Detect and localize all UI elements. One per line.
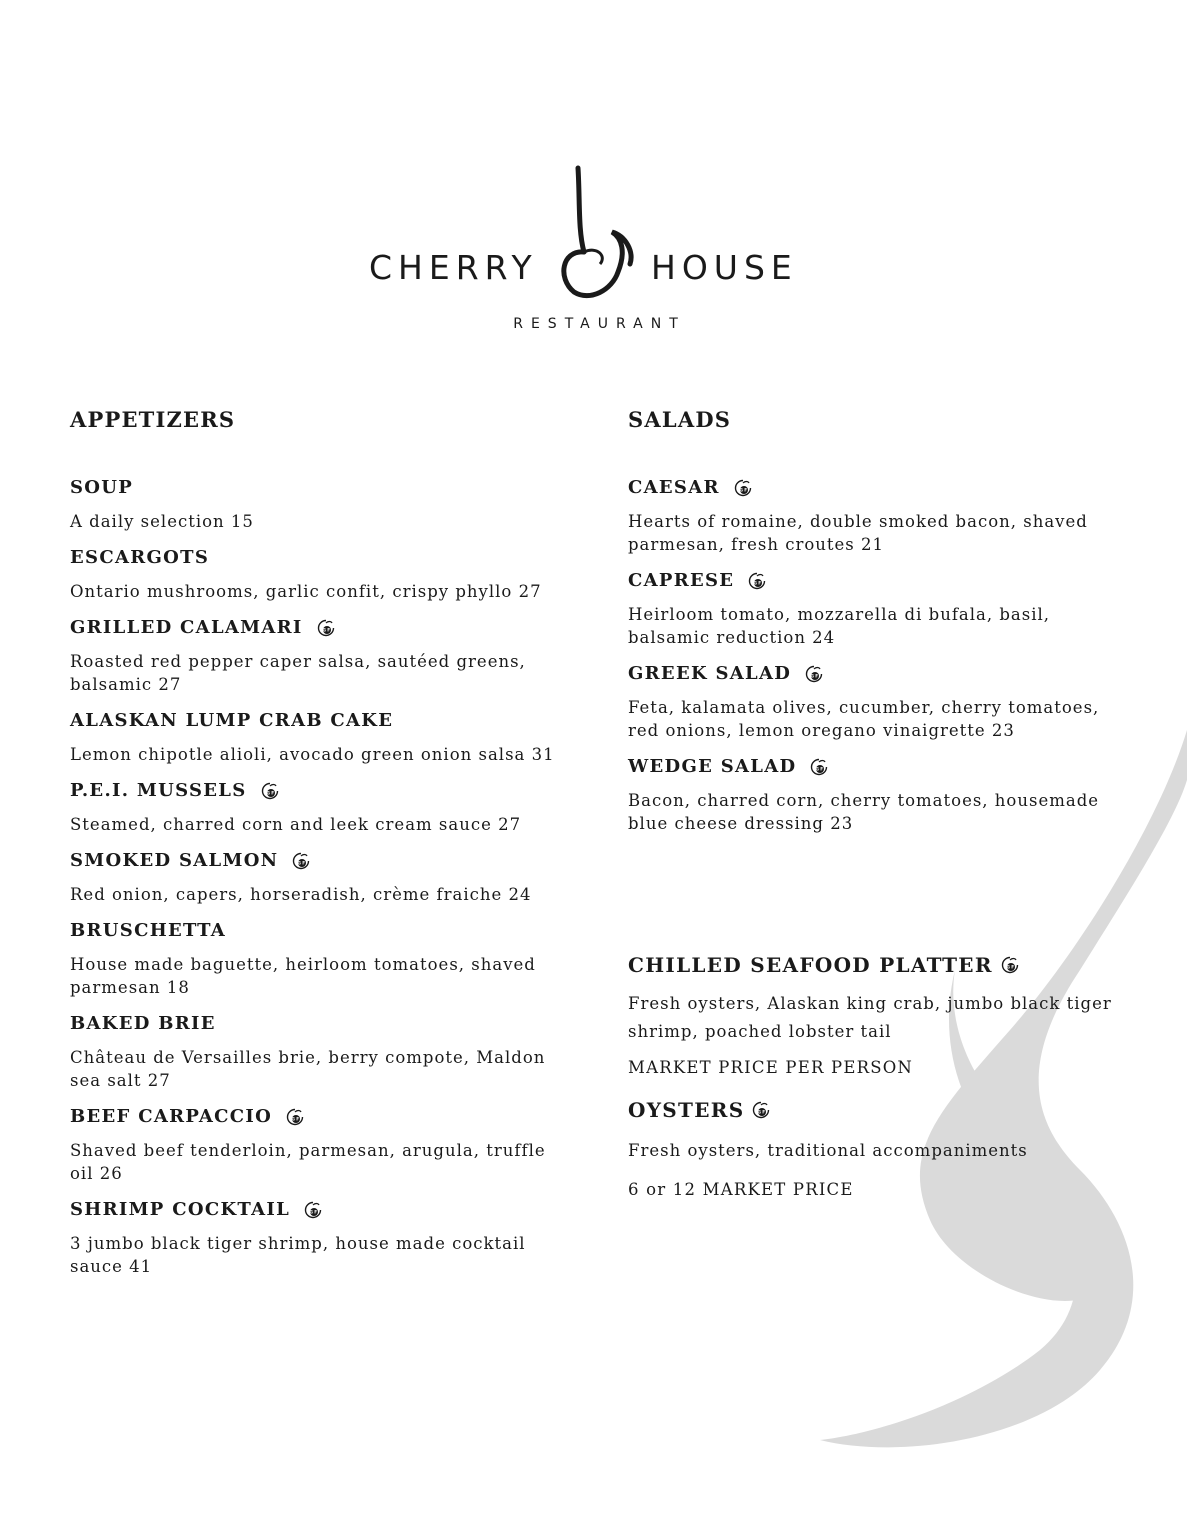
item-description: Shaved beef tenderloin, parmesan, arugula, truffle oil 26 <box>70 1141 546 1183</box>
item-name: CAESAR <box>628 477 720 498</box>
gluten-free-icon <box>805 665 823 683</box>
section-title-appetizers: APPETIZERS <box>70 407 236 432</box>
salads-column <box>628 405 1128 1213</box>
gluten-free-icon <box>261 782 279 800</box>
svg-text:GF: GF <box>810 673 820 679</box>
menu-item <box>70 1197 560 1278</box>
menu-item <box>70 778 560 836</box>
svg-text:GF: GF <box>753 580 763 586</box>
svg-text:GF: GF <box>739 487 749 493</box>
item-description: Roasted red pepper caper salsa, sautéed greens, balsamic 27 <box>70 652 526 694</box>
svg-text:GF: GF <box>266 790 276 796</box>
item-description: 3 jumbo black tiger shrimp, house made cocktail sauce 41 <box>70 1234 526 1276</box>
gluten-free-icon <box>1001 956 1019 974</box>
gluten-free-icon <box>752 1101 770 1119</box>
item-name: SHRIMP COCKTAIL <box>70 1199 291 1220</box>
item-description: Fresh oysters, traditional accompaniments <box>628 1141 1028 1160</box>
svg-text:GF: GF <box>757 1109 767 1115</box>
item-description: Fresh oysters, Alaskan king crab, jumbo black tiger shrimp, poached lobster tail <box>628 994 1112 1041</box>
item-name: GRILLED CALAMARI <box>70 617 303 638</box>
menu-item <box>70 1104 560 1185</box>
salad-list <box>628 475 1128 835</box>
item-description: Bacon, charred corn, cherry tomatoes, housemade blue cheese dressing 23 <box>628 791 1100 833</box>
item-name: SOUP <box>70 477 134 498</box>
logo-subtitle: RESTAURANT <box>513 316 686 332</box>
item-description: Ontario mushrooms, garlic confit, crispy phyllo 27 <box>70 582 542 601</box>
logo-word-cherry: CHERRY <box>369 248 538 287</box>
menu-item <box>70 918 560 999</box>
item-name: CHILLED SEAFOOD PLATTER <box>628 953 993 977</box>
item-description: Feta, kalamata olives, cucumber, cherry tomatoes, red onions, lemon oregano vinaigrette 23 <box>628 698 1100 740</box>
gluten-free-icon <box>286 1108 304 1126</box>
item-name: BAKED BRIE <box>70 1013 216 1034</box>
item-description: Hearts of romaine, double smoked bacon, shaved parmesan, fresh croutes 21 <box>628 512 1088 554</box>
menu-item <box>628 568 1128 649</box>
item-description: A daily selection 15 <box>70 512 254 531</box>
svg-text:GF: GF <box>291 1116 301 1122</box>
item-description: Steamed, charred corn and leek cream sauce 27 <box>70 815 522 834</box>
menu-item <box>70 545 560 603</box>
gluten-free-icon <box>304 1201 322 1219</box>
menu-item <box>628 754 1128 835</box>
menu-item-seafood-platter <box>628 952 1128 1079</box>
svg-text:GF: GF <box>322 627 332 633</box>
item-description: Château de Versailles brie, berry compote, Maldon sea salt 27 <box>70 1048 546 1090</box>
item-name: BRUSCHETTA <box>70 920 227 941</box>
section-title-salads: SALADS <box>628 407 732 432</box>
cherry-logo-icon <box>552 160 642 310</box>
gluten-free-icon <box>317 619 335 637</box>
item-name: WEDGE SALAD <box>628 756 797 777</box>
menu-item <box>628 661 1128 742</box>
item-name: ESCARGOTS <box>70 547 210 568</box>
item-description: House made baguette, heirloom tomatoes, shaved parmesan 18 <box>70 955 536 997</box>
menu-item <box>70 848 560 906</box>
item-name: P.E.I. MUSSELS <box>70 780 247 801</box>
item-name: ALASKAN LUMP CRAB CAKE <box>70 710 394 731</box>
menu-item <box>70 475 560 533</box>
svg-text:GF: GF <box>309 1209 319 1215</box>
item-name: OYSTERS <box>628 1098 745 1122</box>
item-name: GREEK SALAD <box>628 663 792 684</box>
gluten-free-icon <box>734 479 752 497</box>
item-name: SMOKED SALMON <box>70 850 279 871</box>
menu-item <box>70 615 560 696</box>
gluten-free-icon <box>748 572 766 590</box>
menu-item <box>70 1011 560 1092</box>
menu-item-oysters <box>628 1097 1128 1201</box>
gluten-free-icon <box>292 852 310 870</box>
item-name: CAPRESE <box>628 570 735 591</box>
svg-text:GF: GF <box>1006 964 1016 970</box>
item-name: BEEF CARPACCIO <box>70 1106 273 1127</box>
svg-text:GF: GF <box>297 860 307 866</box>
restaurant-logo <box>0 160 1187 350</box>
gluten-free-icon <box>810 758 828 776</box>
menu-item <box>70 708 560 766</box>
appetizer-list <box>70 475 560 1278</box>
svg-text:GF: GF <box>815 766 825 772</box>
item-description: Heirloom tomato, mozzarella di bufala, basil, balsamic reduction 24 <box>628 605 1051 647</box>
menu-item <box>628 475 1128 556</box>
item-price-note: 6 or 12 MARKET PRICE <box>628 1180 854 1199</box>
item-price-note: MARKET PRICE PER PERSON <box>628 1058 914 1077</box>
item-description: Lemon chipotle alioli, avocado green onion salsa 31 <box>70 745 555 764</box>
logo-word-house: HOUSE <box>651 248 798 287</box>
item-description: Red onion, capers, horseradish, crème fraiche 24 <box>70 885 532 904</box>
appetizers-column <box>70 405 560 1290</box>
